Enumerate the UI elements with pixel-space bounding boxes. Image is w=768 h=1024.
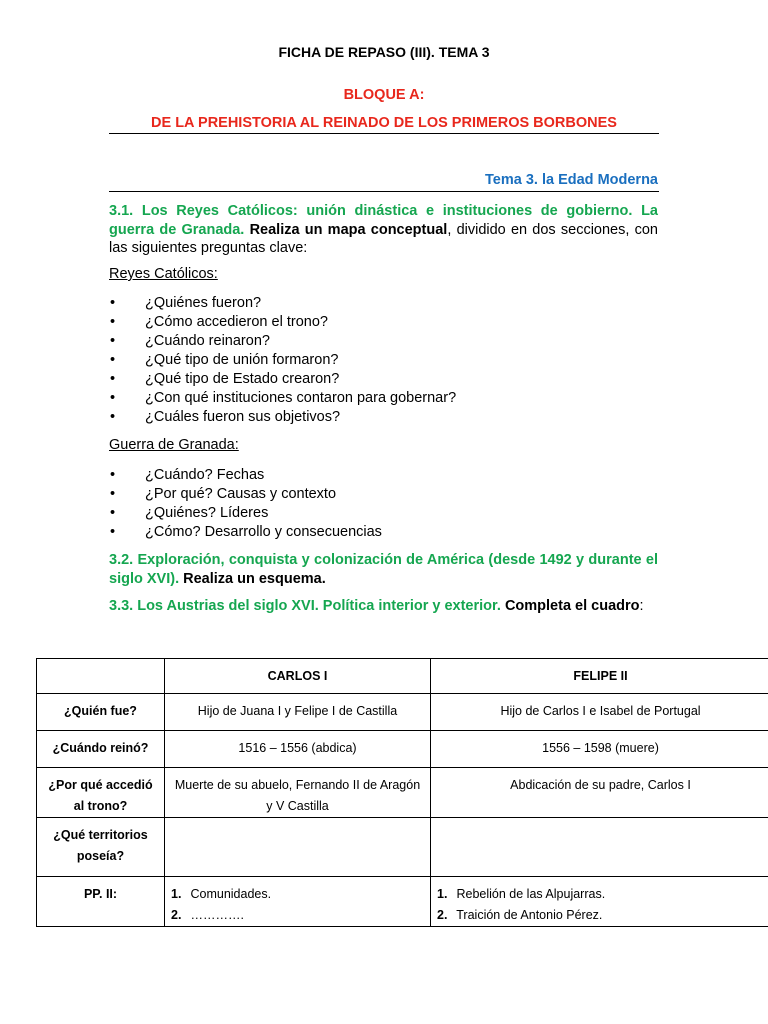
table-cell: Abdicación de su padre, Carlos I [431,768,768,818]
table-header-row [37,659,768,694]
guerra-granada-list [109,466,382,542]
guerra-granada-heading: Guerra de Granada: [109,437,239,453]
list-item: • ¿Con qué instituciones contaron para gobernar? [110,390,457,406]
section-3-1-instruction-bold: Realiza un mapa conceptual [249,221,448,238]
bullet-icon: • [110,371,116,387]
table-cell: Muerte de su abuelo, Fernando II de Aragón y V Castilla [165,768,431,818]
divider [109,191,659,192]
bullet-icon: • [110,295,116,311]
list-item: • ¿Por qué? Causas y contexto [110,486,337,502]
table-row [37,818,768,877]
list-item: • ¿Qué tipo de Estado crearon? [110,371,340,387]
section-3-2-heading: 3.2. Exploración, conquista y colonización de América (desde 1492 y durante el siglo XVI). [109,552,658,587]
list-item: • ¿Cuáles fueron sus objetivos? [110,409,341,425]
row-label: PP. II: [37,877,165,927]
bullet-icon: • [110,390,116,406]
row-label: ¿Cuándo reinó? [37,731,165,768]
table-row [37,877,768,927]
bullet-icon: • [110,314,116,330]
row-label: ¿Qué territorios poseía? [37,818,165,877]
table-cell [165,877,431,927]
table-header-cell [37,659,165,694]
bullet-icon: • [110,524,116,540]
section-3-3-heading: 3.3. Los Austrias del siglo XVI. Política interior y exterior. [109,598,501,614]
reyes-catolicos-heading: Reyes Católicos: [109,266,218,282]
list-item: • ¿Cómo? Desarrollo y consecuencias [110,524,382,540]
table-cell: Hijo de Juana I y Felipe I de Castilla [165,694,431,731]
section-3-2-instruction: Realiza un esquema. [183,570,326,587]
table-row [37,694,768,731]
table-cell: 1516 – 1556 (abdica) [165,731,431,768]
list-item: 1. Comunidades. [171,887,272,901]
row-label: ¿Por qué accedió al trono? [37,768,165,818]
bullet-icon: • [110,352,116,368]
list-item: • ¿Qué tipo de unión formaron? [110,352,339,368]
austrias-table [36,658,768,927]
table-header-cell: CARLOS I [165,659,431,694]
bullet-icon: • [110,505,116,521]
list-item: • ¿Cómo accedieron el trono? [110,314,328,330]
reyes-catolicos-list [109,294,456,427]
document-title: FICHA DE REPASO (III). TEMA 3 [278,44,490,60]
section-3-3-instruction: Completa el cuadro [504,598,640,614]
table-header-cell: FELIPE II [431,659,768,694]
list-item: • ¿Cuándo reinaron? [110,333,270,349]
list-item: 1. Rebelión de las Alpujarras. [437,887,606,901]
table-cell: 1556 – 1598 (muere) [431,731,768,768]
section-3-1-heading: 3.1. Los Reyes Católicos: unión dinástica e instituciones de gobierno. La guerra de Granada. [109,203,658,238]
table-row [37,768,768,818]
bullet-icon: • [110,486,116,502]
section-3-2 [109,551,658,588]
table-row [37,731,768,768]
row-label: ¿Quién fue? [37,694,165,731]
bloque-heading: BLOQUE A: [343,87,425,103]
bullet-icon: • [110,467,116,483]
section-3-1-instruction: , dividido en dos secciones, con las siguientes preguntas clave: [109,221,658,256]
list-item: 2. …………. [171,908,244,922]
section-3-3: 3.3. Los Austrias del siglo XVI. Política interior y exterior. Completa el cuadro: [109,598,644,614]
list-item: 2. Traición de Antonio Pérez. [437,908,603,922]
table-cell [431,877,768,927]
section-3-1-intro [109,202,658,258]
list-item: • ¿Quiénes? Líderes [110,505,269,521]
list-item: • ¿Quiénes fueron? [110,295,262,311]
table-cell: Hijo de Carlos I e Isabel de Portugal [431,694,768,731]
divider [109,133,659,134]
bullet-icon: • [110,333,116,349]
table-cell [431,818,768,877]
table-cell [165,818,431,877]
tema-heading: Tema 3. la Edad Moderna [485,172,658,188]
bullet-icon: • [110,409,116,425]
list-item: • ¿Cuándo? Fechas [110,467,265,483]
bloque-subtitle: DE LA PREHISTORIA AL REINADO DE LOS PRIMEROS BORBONES [151,115,617,131]
